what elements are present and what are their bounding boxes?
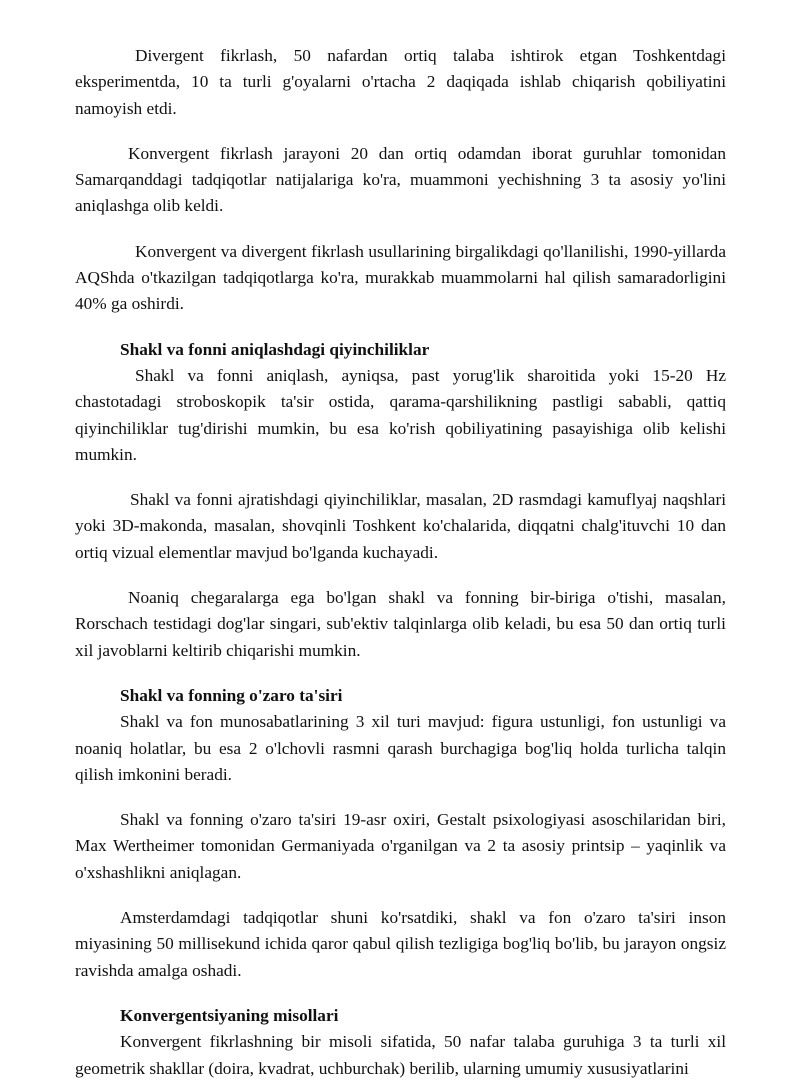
- document-page: [75, 43, 726, 1082]
- paragraph-rorschach: Noaniq chegaralarga ega bo'lgan shakl va fonning bir-biriga o'tishi, masalan, Rorschach testidagi dog'lar singari, sub'ektiv talqinlarga olib keladi, bu esa 50 dan ortiq turli xil javoblarni keltirib chiqarishi mumkin.: [75, 588, 726, 660]
- paragraph-low-light-difficulties: Shakl va fonni aniqlash, ayniqsa, past yorug'lik sharoitida yoki 15-20 Hz chastotadagi stroboskopik ta'sir ostida, qarama-qarshilikning pastligi sababli, qattiq qiyinchiliklar tug'dirishi mumkin, bu esa ko'rish qobiliyatining pasayishiga olib kelishi mumkin.: [75, 365, 726, 464]
- paragraph-divergent-experiment: Divergent fikrlash, 50 nafardan ortiq talaba ishtirok etgan Toshkentdagi eksperimentda, 10 ta turli g'oyalarni o'rtacha 2 daqiqada ishlab chiqarish qobiliyatini namoyish etdi.: [75, 46, 726, 118]
- paragraph-convergent-example: Konvergent fikrlashning bir misoli sifatida, 50 nafar talaba guruhiga 3 ta turli xil geometrik shakllar (doira, kvadrat, uchburchak) berilib, ularning umumiy xususiyatlarini: [75, 1032, 726, 1078]
- paragraph-combined-methods: Konvergent va divergent fikrlash usullarining birgalikdagi qo'llanilishi, 1990-yillarda AQShda o'tkazilgan tadqiqotlarga ko'ra, murakkab muammolarni hal qilish samaradorligini 40% ga oshirdi.: [75, 241, 726, 314]
- paragraph-camouflage-difficulties: Shakl va fonni ajratishdagi qiyinchiliklar, masalan, 2D rasmdagi kamuflyaj naqshlari yoki 3D-makonda, masalan, shovqinli Toshkent ko'chalarida, diqqatni chalg'ituvchi 10 dan ortiq vizual elementlar mavjud bo'lganda kuchayadi.: [75, 490, 726, 562]
- paragraph-amsterdam-study: Amsterdamdagi tadqiqotlar shuni ko'rsatdiki, shakl va fon o'zaro ta'siri inson miyasining 50 millisekund ichida qaror qabul qilish tezligiga bog'liq bo'lib, bu jarayon ongsiz ravishda amalga oshadi.: [75, 908, 726, 980]
- section-heading-figure-ground-difficulties: Shakl va fonni aniqlashdagi qiyinchiliklar: [120, 339, 430, 359]
- paragraph-three-relation-types: Shakl va fon munosabatlarining 3 xil turi mavjud: figura ustunligi, fon ustunligi va noaniq holatlar, bu esa 2 o'lchovli rasmni qarash burchagiga bog'liq holda turlicha talqin qilish imkonini beradi.: [75, 712, 726, 784]
- paragraph-convergent-samarkand: Konvergent fikrlash jarayoni 20 dan ortiq odamdan iborat guruhlar tomonidan Samarqanddagi tadqiqotlar natijalariga ko'ra, muammoni yechishning 3 ta asosiy yo'lini aniqlashga olib keldi.: [75, 143, 726, 216]
- paragraph-wertheimer: Shakl va fonning o'zaro ta'siri 19-asr oxiri, Gestalt psixologiyasi asoschilaridan biri, Max Wertheimer tomonidan Germaniyada o'rganilgan va 2 ta asosiy printsip – yaqinlik va o'xshashlikni aniqlagan.: [75, 810, 726, 882]
- section-heading-figure-ground-interaction: Shakl va fonning o'zaro ta'siri: [120, 685, 343, 705]
- section-heading-convergence-examples: Konvergentsiyaning misollari: [120, 1005, 339, 1025]
